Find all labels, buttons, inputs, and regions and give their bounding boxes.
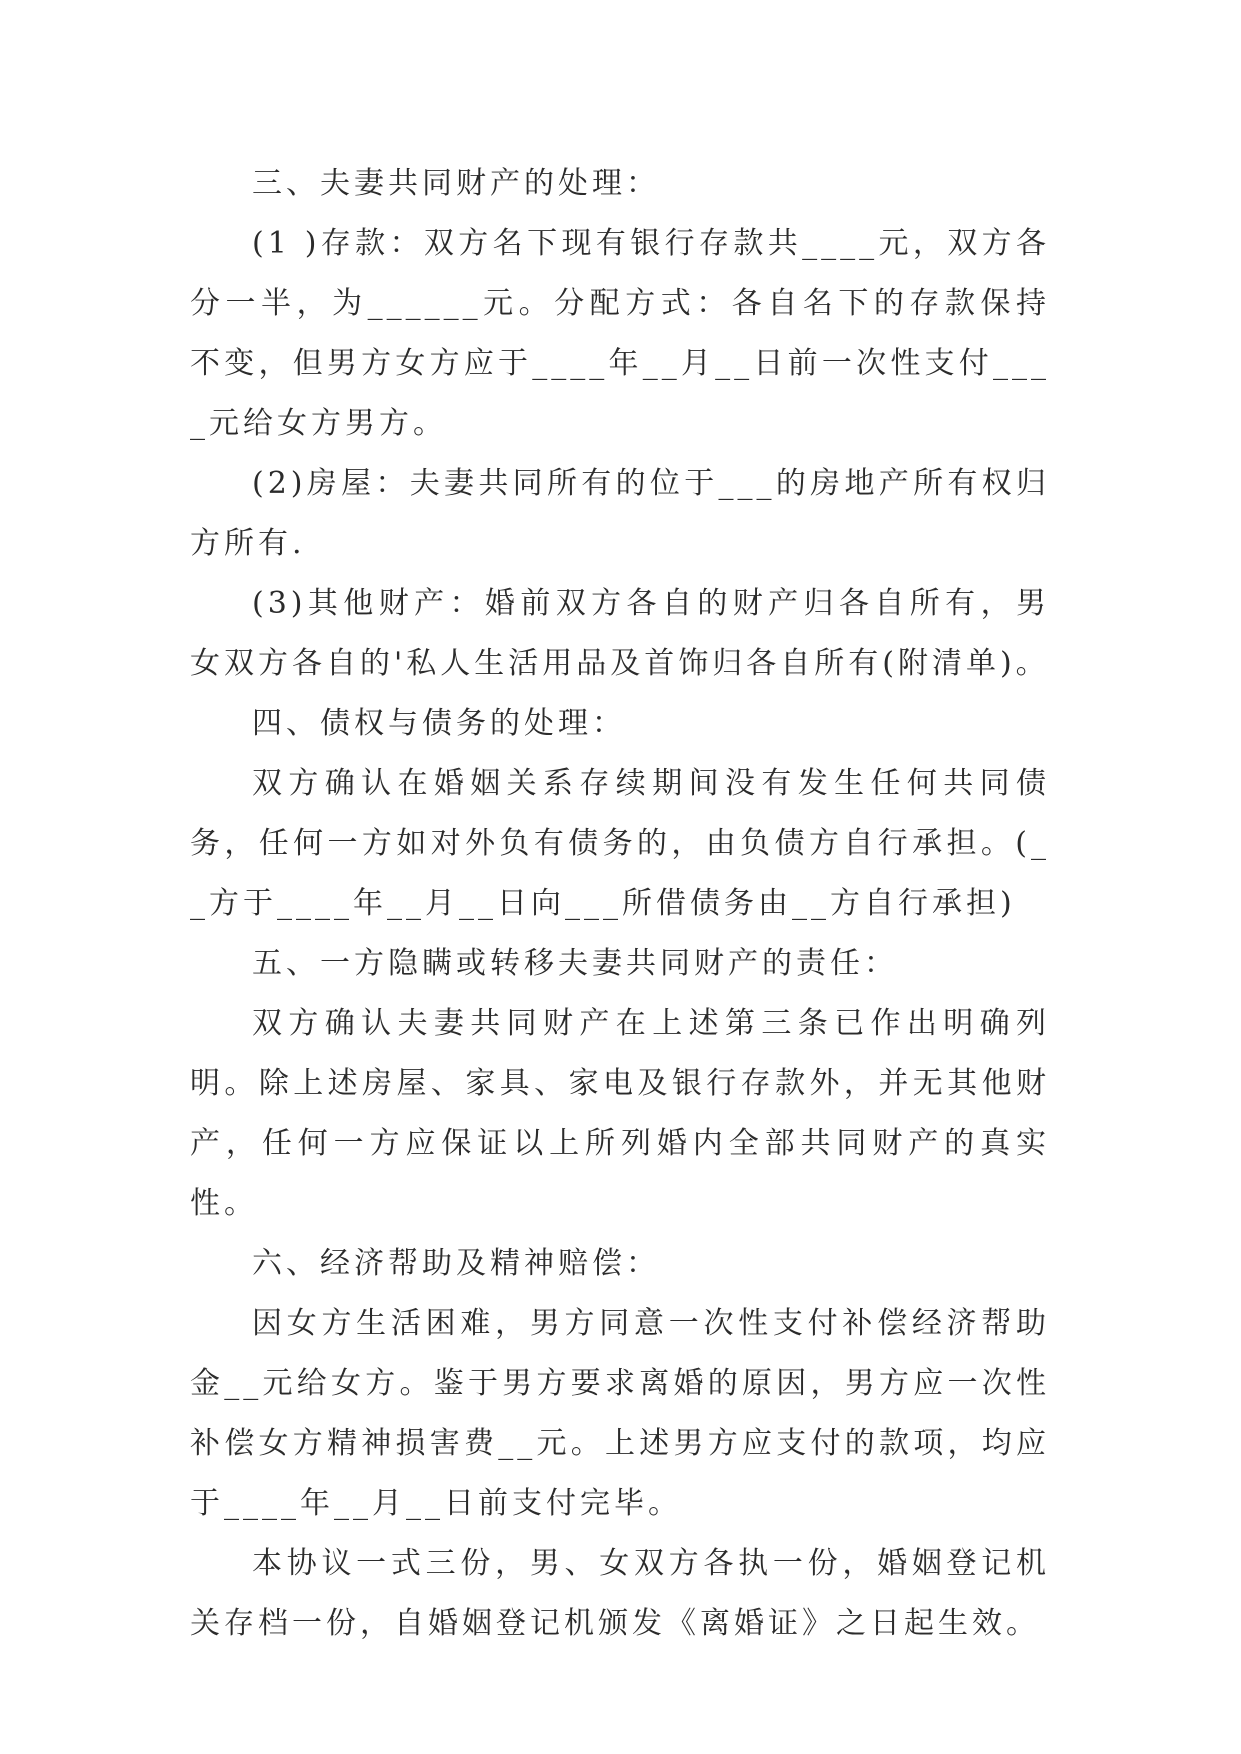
clause-effectiveness: 本协议一式三份，男、女双方各执一份，婚姻登记机关存档一份，自婚姻登记机颁发《离婚证》之日起生效。 <box>190 1546 1050 1641</box>
section-heading-joint-property: 三、夫妻共同财产的处理： <box>252 166 660 201</box>
section-heading-concealment: 五、一方隐瞒或转移夫妻共同财产的责任： <box>252 946 898 981</box>
clause-savings: (1 )存款：双方名下现有银行存款共____元，双方各分一半，为______元。分配方式：各自名下的存款保持不变，但男方女方应于____年__月__日前一次性支付____元给女方男方。 <box>190 226 1050 441</box>
clause-concealment: 双方确认夫妻共同财产在上述第三条已作出明确列明。除上述房屋、家具、家电及银行存款外，并无其他财产，任何一方应保证以上所列婚内全部共同财产的真实性。 <box>190 1006 1050 1221</box>
section-heading-debts: 四、债权与债务的处理： <box>252 706 626 741</box>
section-heading-compensation: 六、经济帮助及精神赔偿： <box>252 1246 660 1281</box>
clause-housing: (2)房屋：夫妻共同所有的位于___的房地产所有权归方所有. <box>190 466 1050 561</box>
clause-other-property: (3)其他财产：婚前双方各自的财产归各自所有，男女双方各自的'私人生活用品及首饰归各自所有(附清单)。 <box>190 586 1050 681</box>
document-body <box>190 154 1050 1654</box>
clause-debts: 双方确认在婚姻关系存续期间没有发生任何共同债务，任何一方如对外负有债务的，由负债方自行承担。(__方于____年__月__日向___所借债务由__方自行承担) <box>190 766 1050 921</box>
clause-compensation: 因女方生活困难，男方同意一次性支付补偿经济帮助金__元给女方。鉴于男方要求离婚的原因，男方应一次性补偿女方精神损害费__元。上述男方应支付的款项，均应于____年__月__日前支付完毕。 <box>190 1306 1050 1521</box>
